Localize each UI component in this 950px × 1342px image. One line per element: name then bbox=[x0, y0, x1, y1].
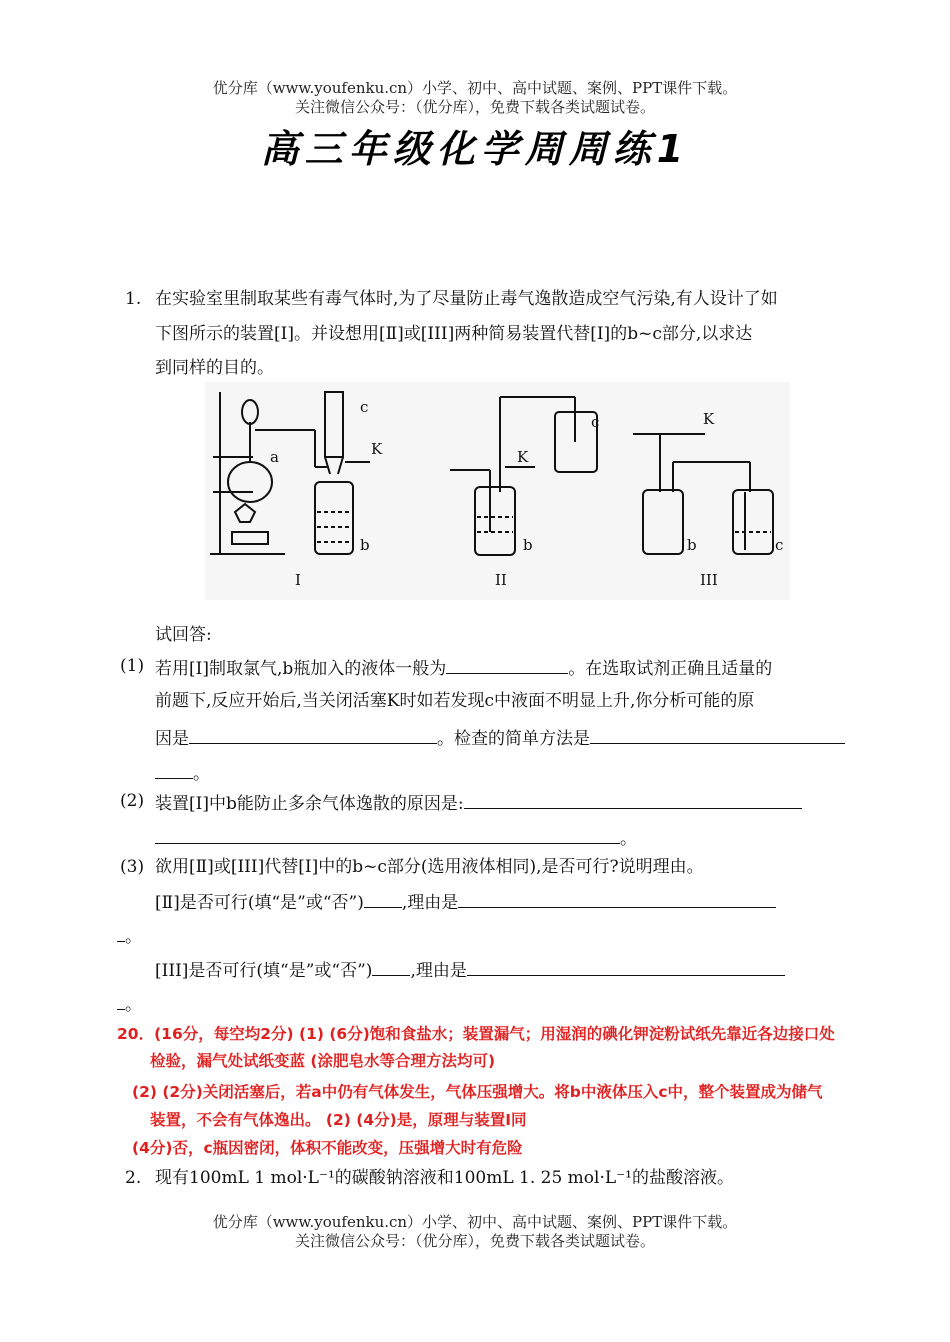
apparatus-figure bbox=[205, 382, 790, 600]
sub-3-line-4a: [III]是否可行(填“是”或“否”) bbox=[155, 961, 373, 981]
fig-label-c1: c bbox=[360, 398, 369, 416]
footer-line-1: 优分库（www.youfenku.cn）小学、初中、高中试题、案例、PPT课件下载。 bbox=[212, 1213, 738, 1231]
answer-line-5: (4分)否，c瓶因密闭，体积不能改变，压强增大时有危险 bbox=[132, 1139, 523, 1157]
footer-line-2: 关注微信公众号：（优分库），免费下载各类试题试卷。 bbox=[294, 1232, 655, 1250]
answer-line-2: 检验，漏气处试纸变蓝 (涂肥皂水等合理方法均可) bbox=[150, 1052, 496, 1070]
sub-3-blank-iii-reason-cont[interactable] bbox=[117, 991, 125, 1010]
sub-1-number: (1) bbox=[120, 656, 145, 676]
question-2-text: 现有100mL 1 mol·L⁻¹的碳酸钠溶液和100mL 1. 25 mol·L⁻¹的盐酸溶液。 bbox=[155, 1168, 734, 1188]
sub-1-line-1a: 若用[Ⅰ]制取氯气,b瓶加入的液体一般为 bbox=[155, 659, 447, 679]
fig-label-k2: K bbox=[517, 448, 529, 466]
fig-label-k1: K bbox=[371, 440, 383, 458]
sub-3-line-1: 欲用[Ⅱ]或[III]代替[Ⅰ]中的b~c部分(选用液体相同),是否可行?说明理由。 bbox=[155, 857, 704, 877]
sub-3-blank-iii-reason[interactable] bbox=[467, 957, 785, 976]
question-1-line-2: 下图所示的装置[Ⅰ]。并设想用[Ⅱ]或[III]两种简易装置代替[Ⅰ]的b~c部分,以求达 bbox=[155, 324, 753, 344]
sub-2-line-1: 装置[Ⅰ]中b能防止多余气体逸散的原因是: bbox=[155, 794, 464, 814]
header-line-1: 优分库（www.youfenku.cn）小学、初中、高中试题、案例、PPT课件下载。 bbox=[212, 79, 738, 97]
sub-1-line-4: 。 bbox=[193, 764, 210, 784]
sub-3-line-2b: ,理由是 bbox=[401, 893, 459, 913]
sub-1-blank-2[interactable] bbox=[189, 725, 437, 744]
sub-1-line-1b: 。在选取试剂正确且适量的 bbox=[568, 659, 773, 679]
fig-caption-2: II bbox=[495, 571, 507, 589]
question-1-number: 1. bbox=[125, 289, 142, 309]
sub-1-blank-3-cont[interactable] bbox=[155, 760, 193, 779]
answer-line-4: 装置，不会有气体逸出。 (2) (4分)是，原理与装置I同 bbox=[150, 1111, 527, 1129]
sub-3-line-4b: ,理由是 bbox=[410, 961, 467, 981]
answer-prompt: 试回答: bbox=[155, 625, 212, 645]
answer-line-1: 20．(16分，每空均2分) (1) (6分)饱和食盐水；装置漏气；用湿润的碘化钾淀粉试纸先靠近各边接口处 bbox=[117, 1025, 835, 1043]
fig-caption-3: III bbox=[700, 571, 718, 589]
header-line-2: 关注微信公众号：（优分库），免费下载各类试题试卷。 bbox=[294, 98, 655, 116]
sub-3-blank-ii-choice[interactable] bbox=[364, 889, 402, 908]
sub-3-line-5: 。 bbox=[125, 995, 142, 1015]
fig-label-b1: b bbox=[360, 536, 370, 554]
sub-1-line-3b: 。检查的简单方法是 bbox=[437, 729, 590, 749]
fig-label-c2: c bbox=[591, 413, 600, 431]
sub-3-blank-ii-reason[interactable] bbox=[458, 889, 776, 908]
sub-2-blank-2[interactable] bbox=[155, 825, 620, 844]
question-2-number: 2. bbox=[125, 1168, 142, 1188]
sub-3-line-2a: [Ⅱ]是否可行(填“是”或“否”) bbox=[155, 893, 364, 913]
sub-1-line-3a: 因是 bbox=[155, 729, 189, 749]
question-1-line-3: 到同样的目的。 bbox=[155, 358, 274, 378]
sub-3-number: (3) bbox=[120, 857, 145, 877]
sub-2-number: (2) bbox=[120, 791, 145, 811]
fig-caption-1: I bbox=[295, 571, 301, 589]
sub-1-blank-3[interactable] bbox=[590, 725, 845, 744]
sub-3-blank-ii-reason-cont[interactable] bbox=[117, 923, 125, 942]
sub-1-line-2: 前题下,反应开始后,当关闭活塞K时如若发现c中液面不明显上升,你分析可能的原 bbox=[155, 691, 755, 711]
question-1-line-1: 在实验室里制取某些有毒气体时,为了尽量防止毒气逸散造成空气污染,有人设计了如 bbox=[155, 289, 778, 309]
sub-3-line-3: 。 bbox=[125, 927, 142, 947]
page-title: 高三年级化学周周练1 bbox=[260, 127, 690, 171]
sub-2-blank-1[interactable] bbox=[464, 790, 802, 809]
fig-label-b2: b bbox=[523, 536, 533, 554]
fig-label-k3: K bbox=[703, 410, 715, 428]
fig-label-c3: c bbox=[775, 536, 784, 554]
sub-2-line-2: 。 bbox=[620, 829, 637, 849]
answer-line-3: (2) (2分)关闭活塞后，若a中仍有气体发生，气体压强增大。将b中液体压入c中，整个装置成为储气 bbox=[132, 1083, 823, 1101]
fig-label-b3: b bbox=[687, 536, 697, 554]
sub-1-blank-1[interactable] bbox=[446, 655, 568, 674]
fig-label-a: a bbox=[270, 448, 279, 466]
sub-3-blank-iii-choice[interactable] bbox=[372, 957, 410, 976]
